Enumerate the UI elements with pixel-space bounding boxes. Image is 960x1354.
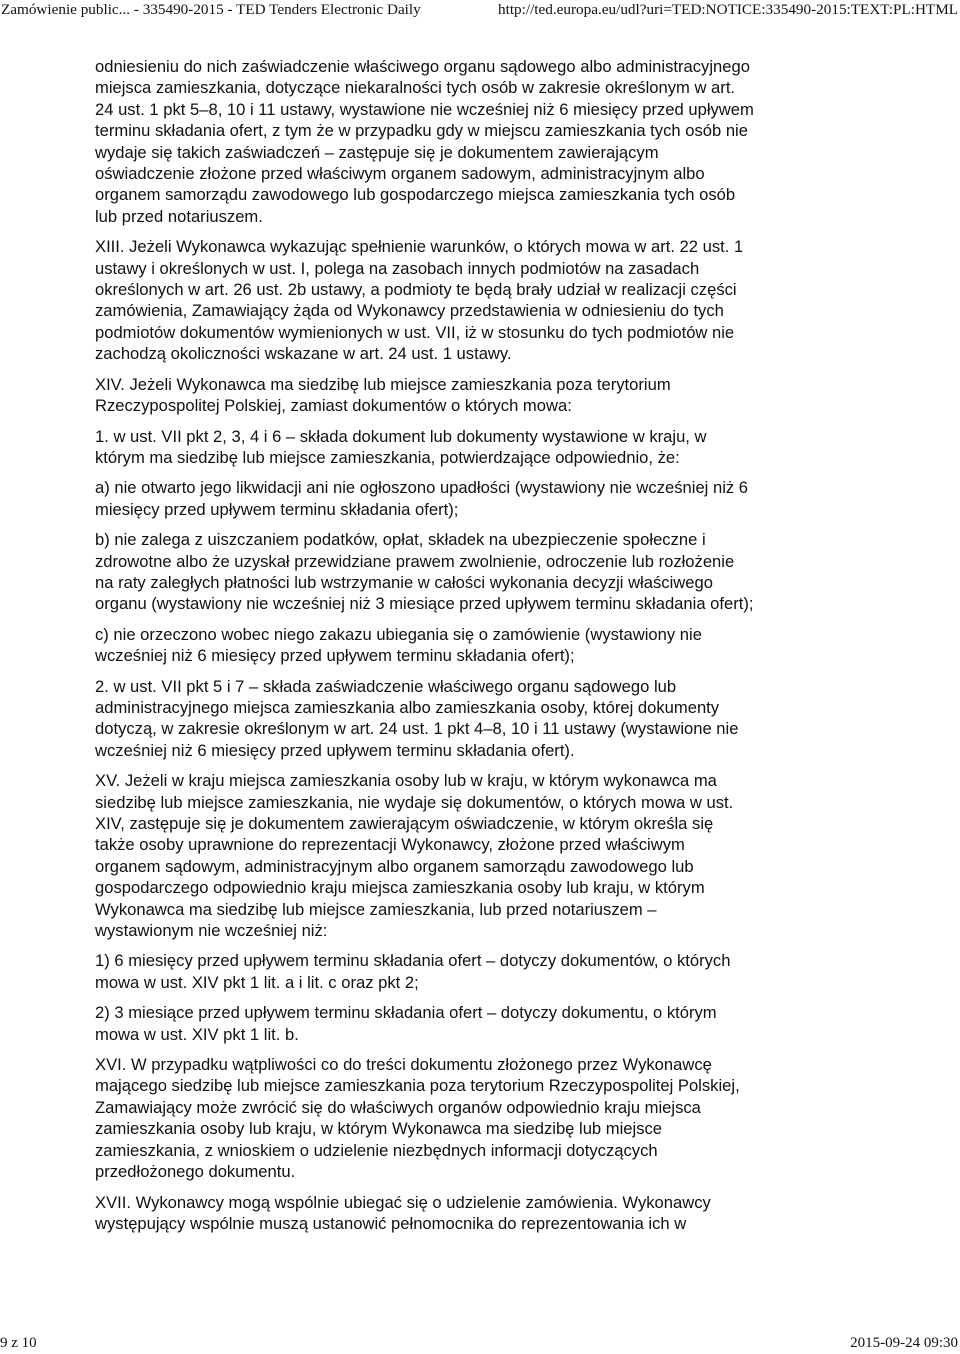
print-footer xyxy=(0,1333,960,1354)
print-datetime: 2015-09-24 09:30 xyxy=(850,1335,958,1351)
page-number: 9 z 10 xyxy=(0,1335,37,1351)
paragraph: 2. w ust. VII pkt 5 i 7 – składa zaświadczenie właściwego organu sądowego lub administracyjnego miejsca zamieszkania albo zamieszkania osoby, której dokumenty dotyczą, w zakresie określonym w art. 24 ust. 1 pkt 4–8, 10 i 11 ustawy (wystawione nie wcześniej niż 6 miesięcy przed upływem terminu składania ofert). xyxy=(95,676,739,760)
paragraph: XIV. Jeżeli Wykonawca ma siedzibę lub miejsce zamieszkania poza terytorium Rzeczypospolitej Polskiej, zamiast dokumentów o których mowa: xyxy=(95,374,671,416)
paragraph: 1) 6 miesięcy przed upływem terminu składania ofert – dotyczy dokumentów, o których mowa w ust. XIV pkt 1 lit. a i lit. c oraz pkt 2; xyxy=(95,951,731,992)
print-header xyxy=(0,0,960,22)
page-title: Zamówienie public... - 335490-2015 - TED Tenders Electronic Daily xyxy=(1,1,421,18)
paragraph: odniesieniu do nich zaświadczenie właściwego organu sądowego albo administracyjnego miejsca zamieszkania, dotyczące niekaralności tych osób w zakresie określonym w art. 24 ust. 1 pkt 5–8, 10 i 11 ustawy, wystawione nie wcześniej niż 6 miesięcy przed upływem terminu składania ofert, z tym że w przypadku gdy w miejscu zamieszkania tych osób nie wydaje się takich zaświadczeń – zastępuje się je dokumentem zawierającym oświadczenie złożone przed właściwym organem sadowym, administracyjnym albo organem samorządu zawodowego lub gospodarczego miejsca zamieszkania tych osób lub przed notariuszem. xyxy=(95,57,754,226)
paragraph: XV. Jeżeli w kraju miejsca zamieszkania osoby lub w kraju, w którym wykonawca ma siedzibę lub miejsce zamieszkania, nie wydaje się dokumentów, o których mowa w ust. XIV, zastępuje się je dokumentem zawierającym oświadczenie, w którym określa się także osoby uprawnione do reprezentacji Wykonawcy, złożone przed właściwym organem sądowym, administracyjnym albo organem samorządu zawodowego lub gospodarczego odpowiednio kraju miejsca zamieszkania osoby lub kraju, w którym Wykonawca ma siedzibę lub miejsce zamieszkania, lub przed notariuszem – wystawionym nie wcześniej niż: xyxy=(95,771,734,941)
page-url[interactable]: http://ted.europa.eu/udl?uri=TED:NOTICE:335490-2015:TEXT:PL:HTML xyxy=(498,1,958,18)
paragraph: XVII. Wykonawcy mogą wspólnie ubiegać się o udzielenie zamówienia. Wykonawcy występujący wspólnie muszą ustanowić pełnomocnika do reprezentowania ich w xyxy=(95,1192,711,1233)
paragraph: b) nie zalega z uiszczaniem podatków, opłat, składek na ubezpieczenie społeczne i zdrowotne albo że uzyskał przewidziane prawem zwolnienie, odroczenie lub rozłożenie na raty zaległych płatności lub wstrzymanie w całości wykonania decyzji właściwego organu (wystawiony nie wcześniej niż 3 miesiące przed upływem terminu składania ofert); xyxy=(95,530,754,614)
paragraph: 1. w ust. VII pkt 2, 3, 4 i 6 – składa dokument lub dokumenty wystawione w kraju, w którym ma siedzibę lub miejsce zamieszkania, potwierdzające odpowiednio, że: xyxy=(95,426,707,467)
paragraph: XIII. Jeżeli Wykonawca wykazując spełnienie warunków, o których mowa w art. 22 ust. 1 ustawy i określonych w ust. I, polega na zasobach innych podmiotów na zasadach określonych w art. 26 ust. 2b ustawy, a podmioty te będą brały udział w realizacji części zamówienia, Zamawiający żąda od Wykonawcy przedstawienia w odniesieniu do tych podmiotów dokumentów wymienionych w ust. VII, iż w stosunku do tych podmiotów nie zachodzą okoliczności wskazane w art. 24 ust. 1 ustawy. xyxy=(95,237,744,364)
paragraph: XVI. W przypadku wątpliwości co do treści dokumentu złożonego przez Wykonawcę mającego siedzibę lub miejsce zamieszkania poza terytorium Rzeczypospolitej Polskiej, Zamawiający może zwrócić się do właściwych organów odpowiednio kraju miejsca zamieszkania osoby lub kraju, w którym Wykonawca ma siedzibę lub miejsce zamieszkania, z wnioskiem o udzielenie niezbędnych informacji dotyczących przedłożonego dokumentu. xyxy=(95,1055,740,1182)
paragraph: a) nie otwarto jego likwidacji ani nie ogłoszono upadłości (wystawiony nie wcześniej niż 6 miesięcy przed upływem terminu składania ofert); xyxy=(95,478,749,519)
paragraph: c) nie orzeczono wobec niego zakazu ubiegania się o zamówienie (wystawiony nie wcześniej niż 6 miesięcy przed upływem terminu składania ofert); xyxy=(95,624,702,666)
paragraph: 2) 3 miesiące przed upływem terminu składania ofert – dotyczy dokumentu, o którym mowa w ust. XIV pkt 1 lit. b. xyxy=(95,1003,717,1044)
document-body xyxy=(95,56,885,1234)
